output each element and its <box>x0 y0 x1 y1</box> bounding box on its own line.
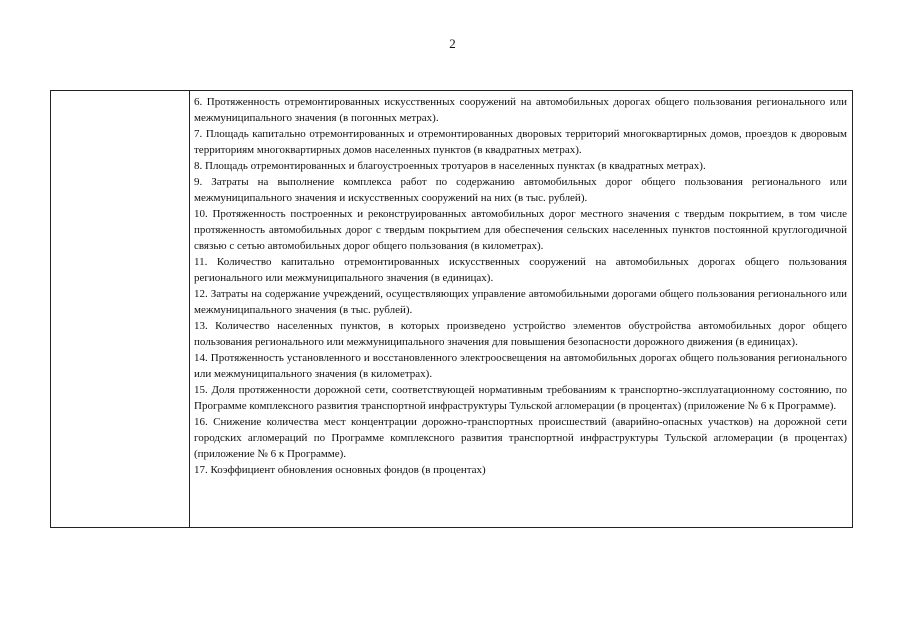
indicator-item-6: 6. Протяженность отремонтированных искусственных сооружений на автомобильных дорогах общего пользования регионального или межмуниципального значения (в погонных метрах). <box>194 96 847 124</box>
page-number: 2 <box>449 36 456 51</box>
indicator-item-13: 13. Количество населенных пунктов, в которых произведено устройство элементов обустройства автомобильных дорог общего пользования регионального или межмуниципального значения для повышения безопасности дорожного движения (в единицах). <box>194 320 847 348</box>
indicator-item-8: 8. Площадь отремонтированных и благоустроенных тротуаров в населенных пунктах (в квадратных метрах). <box>194 160 706 172</box>
indicator-item-9: 9. Затраты на выполнение комплекса работ по содержанию автомобильных дорог общего пользования регионального или межмуниципального значения и искусственных сооружений на них (в тыс. рублей). <box>194 176 847 204</box>
table-left-cell <box>51 91 190 527</box>
table-right-cell <box>190 91 852 527</box>
indicator-item-7: 7. Площадь капитально отремонтированных и отремонтированных дворовых территорий многоквартирных домов, проездов к дворовым территориям многоквартирных домов населенных пунктов (в квадратных метрах). <box>194 128 847 156</box>
indicator-item-11: 11. Количество капитально отремонтированных искусственных сооружений на автомобильных дорогах общего пользования регионального или межмуниципального значения (в единицах). <box>194 256 847 284</box>
indicator-item-14: 14. Протяженность установленного и восстановленного электроосвещения на автомобильных дорогах общего пользования регионального или межмуниципального значения (в километрах). <box>194 352 847 380</box>
indicator-item-10: 10. Протяженность построенных и реконструированных автомобильных дорог местного значения с твердым покрытием, в том числе протяженность автомобильных дорог с твердым покрытием для обеспечения сельских населенных пунктов постоянной круглогодичной связью с сетью автомобильных дорог общего пользования (в километрах). <box>194 208 847 252</box>
indicator-item-17: 17. Коэффициент обновления основных фондов (в процентах) <box>194 464 486 476</box>
indicators-table <box>50 90 853 528</box>
indicator-item-12: 12. Затраты на содержание учреждений, осуществляющих управление автомобильными дорогами общего пользования регионального или межмуниципального значения (в тыс. рублей). <box>194 288 847 316</box>
indicator-item-15: 15. Доля протяженности дорожной сети, соответствующей нормативным требованиям к транспортно-эксплуатационному состоянию, по Программе комплексного развития транспортной инфраструктуры Тульской агломерации (в процентах) (приложение № 6 к Программе). <box>194 384 847 412</box>
indicator-item-16: 16. Снижение количества мест концентрации дорожно-транспортных происшествий (аварийно-опасных участков) на дорожной сети городских агломераций по Программе комплексного развития транспортной инфраструктуры Тульской агломерации (в процентах) (приложение № 6 к Программе). <box>194 416 847 460</box>
